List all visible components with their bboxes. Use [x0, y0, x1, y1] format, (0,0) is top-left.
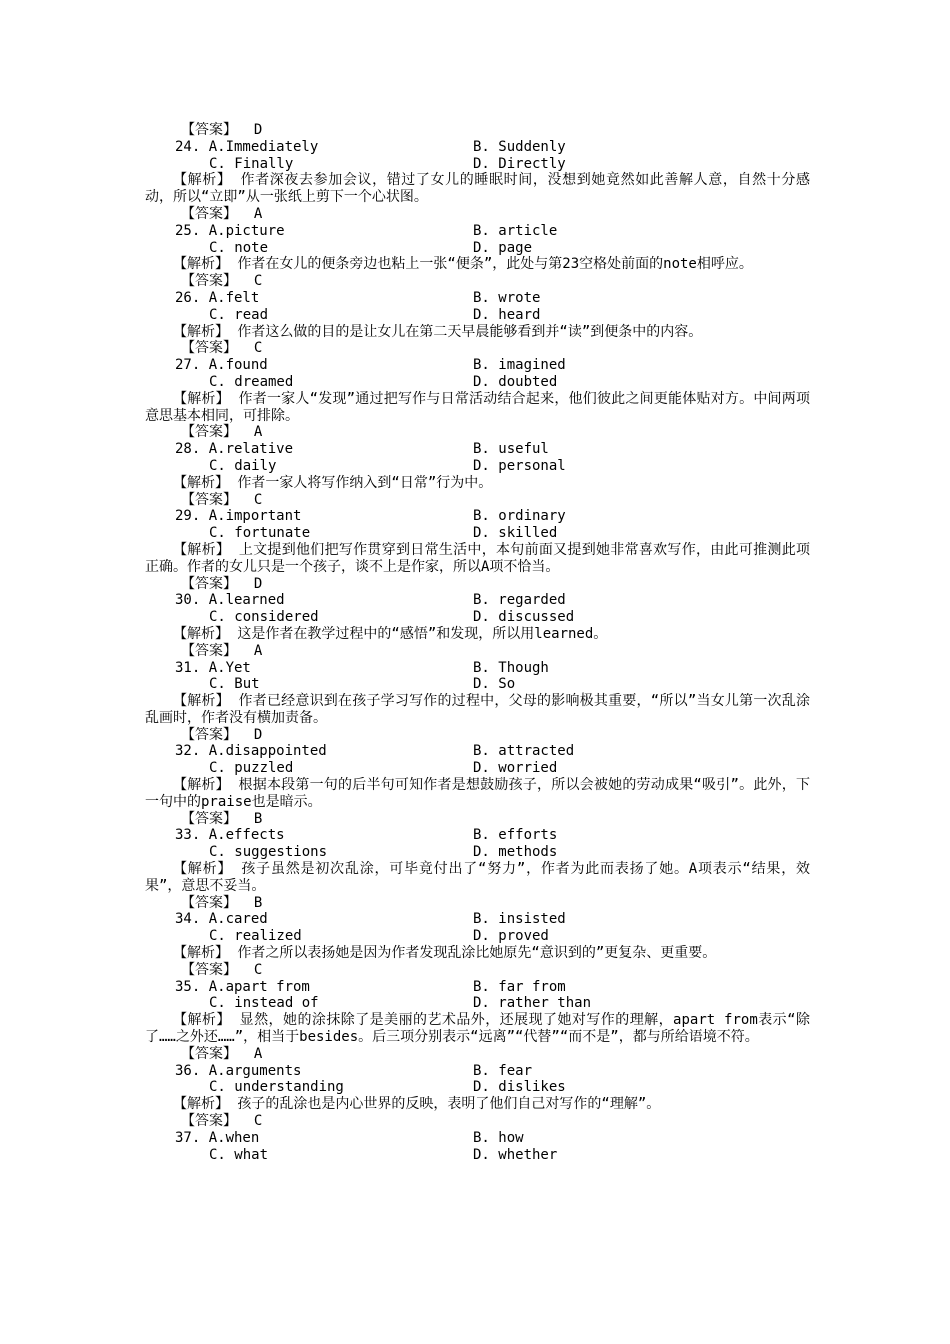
explanation-paragraph: 【解析】 作者深夜去参加会议，错过了女儿的睡眠时间，没想到她竟然如此善解人意，自然十分感动，所以“立即”从一张纸上剪下一个心状图。 — [145, 172, 810, 206]
option-row — [145, 979, 810, 996]
option-c: C. read — [209, 306, 269, 323]
option-b: B. Suddenly — [473, 138, 566, 155]
answer-line: 【答案】 D — [181, 726, 263, 743]
option-row — [145, 357, 810, 374]
option-c: C. puzzled — [209, 760, 294, 777]
option-c: C. what — [209, 1146, 269, 1163]
option-c: C. fortunate — [209, 525, 311, 542]
option-c: C. note — [209, 239, 269, 256]
option-b: B. far from — [473, 978, 566, 995]
option-b: B. imagined — [473, 357, 566, 374]
option-b: B. regarded — [473, 592, 566, 609]
option-a: 24. A.Immediately — [175, 138, 319, 155]
option-b: B. wrote — [473, 289, 541, 306]
option-row — [145, 928, 810, 945]
explanation-paragraph: 【解析】 作者一家人将写作纳入到“日常”行为中。 — [173, 474, 493, 491]
explanation-paragraph: 【解析】 作者一家人“发现”通过把写作与日常活动结合起来，他们彼此之间更能体贴对方。中间两项意思基本相同，可排除。 — [145, 390, 810, 424]
option-c: C. realized — [209, 928, 302, 945]
option-b: B. attracted — [473, 743, 575, 760]
option-d: D. page — [473, 239, 533, 256]
option-row — [145, 441, 810, 458]
option-a: 30. A.learned — [175, 592, 285, 609]
option-b: B. useful — [473, 441, 549, 458]
option-c: C. dreamed — [209, 373, 294, 390]
option-d: D. So — [473, 676, 516, 693]
option-row — [145, 760, 810, 777]
option-a: 35. A.apart from — [175, 978, 310, 995]
option-row — [145, 240, 810, 257]
option-row — [145, 1079, 810, 1096]
option-row — [145, 139, 810, 156]
option-row — [145, 1147, 810, 1164]
option-d: D. methods — [473, 844, 558, 861]
explanation-paragraph: 【解析】 作者这么做的目的是让女儿在第二天早晨能够看到并“读”到便条中的内容。 — [173, 323, 703, 340]
option-c: C. Finally — [209, 155, 294, 172]
answer-line: 【答案】 D — [181, 575, 263, 592]
explanation-paragraph: 【解析】 孩子的乱涂也是内心世界的反映，表明了他们自己对写作的“理解”。 — [173, 1096, 661, 1113]
option-row — [145, 525, 810, 542]
option-c: C. instead of — [209, 995, 319, 1012]
option-a: 25. A.picture — [175, 222, 285, 239]
option-d: D. dislikes — [473, 1079, 566, 1096]
option-a: 27. A.found — [175, 357, 268, 374]
option-d: D. heard — [473, 306, 541, 323]
option-row — [145, 743, 810, 760]
answer-line: 【答案】 C — [181, 340, 263, 357]
option-row — [145, 458, 810, 475]
option-a: 37. A.when — [175, 1129, 260, 1146]
option-d: D. whether — [473, 1146, 558, 1163]
option-row — [145, 290, 810, 307]
answer-line: 【答案】 A — [181, 1045, 263, 1062]
option-row — [145, 1063, 810, 1080]
answer-line: 【答案】 B — [181, 894, 263, 911]
option-row — [145, 676, 810, 693]
option-b: B. insisted — [473, 911, 566, 928]
explanation-paragraph: 【解析】 上文提到他们把写作贯穿到日常生活中，本句前面又提到她非常喜欢写作，由此可推测此项正确。作者的女儿只是一个孩子，谈不上是作家，所以A项不恰当。 — [145, 541, 810, 575]
option-a: 29. A.important — [175, 508, 302, 525]
answer-line: 【答案】 B — [181, 810, 263, 827]
option-a: 26. A.felt — [175, 289, 260, 306]
option-d: D. worried — [473, 760, 558, 777]
option-d: D. discussed — [473, 609, 575, 626]
option-row — [145, 1130, 810, 1147]
option-b: B. ordinary — [473, 508, 566, 525]
explanation-paragraph: 【解析】 作者已经意识到在孩子学习写作的过程中，父母的影响极其重要，“所以”当女儿第一次乱涂乱画时，作者没有横加责备。 — [145, 693, 810, 726]
answer-line: 【答案】 A — [181, 642, 263, 659]
option-row — [145, 844, 810, 861]
option-c: C. daily — [209, 457, 277, 474]
answer-line: 【答案】 C — [181, 273, 263, 290]
option-b: B. Though — [473, 659, 549, 676]
option-c: C. suggestions — [209, 844, 328, 861]
answer-key-content — [145, 122, 810, 1163]
answer-line: 【答案】 A — [181, 205, 263, 222]
explanation-paragraph: 【解析】 作者之所以表扬她是因为作者发现乱涂比她原先“意识到的”更复杂、更重要。 — [173, 945, 717, 962]
answer-line: 【答案】 C — [181, 1113, 263, 1130]
option-row — [145, 911, 810, 928]
option-a: 33. A.effects — [175, 827, 285, 844]
option-b: B. how — [473, 1129, 524, 1146]
explanation-paragraph: 【解析】 显然，她的涂抹除了是美丽的艺术品外，还展现了她对写作的理解，apart from表示“除了……之外还……”，相当于besides。后三项分别表示“远离”“代替”“而不是”，都与所给语境不符。 — [145, 1012, 810, 1046]
option-c: C. But — [209, 676, 260, 693]
option-a: 28. A.relative — [175, 441, 294, 458]
explanation-paragraph: 【解析】 根据本段第一句的后半句可知作者是想鼓励孩子，所以会被她的劳动成果“吸引”。此外，下一句中的praise也是暗示。 — [145, 777, 810, 810]
option-d: D. Directly — [473, 155, 566, 172]
option-row — [145, 307, 810, 324]
answer-line: 【答案】 D — [181, 122, 263, 138]
option-a: 31. A.Yet — [175, 659, 251, 676]
option-c: C. understanding — [209, 1079, 344, 1096]
option-row — [145, 374, 810, 391]
option-a: 32. A.disappointed — [175, 743, 327, 760]
option-row — [145, 592, 810, 609]
option-d: D. rather than — [473, 995, 592, 1012]
option-a: 36. A.arguments — [175, 1062, 302, 1079]
answer-line: 【答案】 C — [181, 961, 263, 978]
option-row — [145, 156, 810, 173]
answer-line: 【答案】 A — [181, 424, 263, 441]
option-b: B. efforts — [473, 827, 558, 844]
option-d: D. skilled — [473, 525, 558, 542]
option-d: D. proved — [473, 928, 549, 945]
option-row — [145, 660, 810, 677]
option-d: D. doubted — [473, 373, 558, 390]
option-row — [145, 995, 810, 1012]
option-a: 34. A.cared — [175, 911, 268, 928]
option-row — [145, 508, 810, 525]
explanation-paragraph: 【解析】 孩子虽然是初次乱涂，可毕竟付出了“努力”，作者为此而表扬了她。A项表示“结果，效果”，意思不妥当。 — [145, 861, 810, 894]
option-row — [145, 827, 810, 844]
explanation-paragraph: 【解析】 作者在女儿的便条旁边也粘上一张“便条”，此处与第23空格处前面的note相呼应。 — [173, 256, 753, 273]
option-b: B. article — [473, 222, 558, 239]
answer-line: 【答案】 C — [181, 491, 263, 508]
option-row — [145, 609, 810, 626]
option-d: D. personal — [473, 457, 566, 474]
option-row — [145, 223, 810, 240]
option-b: B. fear — [473, 1062, 533, 1079]
option-c: C. considered — [209, 609, 319, 626]
explanation-paragraph: 【解析】 这是作者在教学过程中的“感悟”和发现，所以用learned。 — [173, 625, 608, 642]
